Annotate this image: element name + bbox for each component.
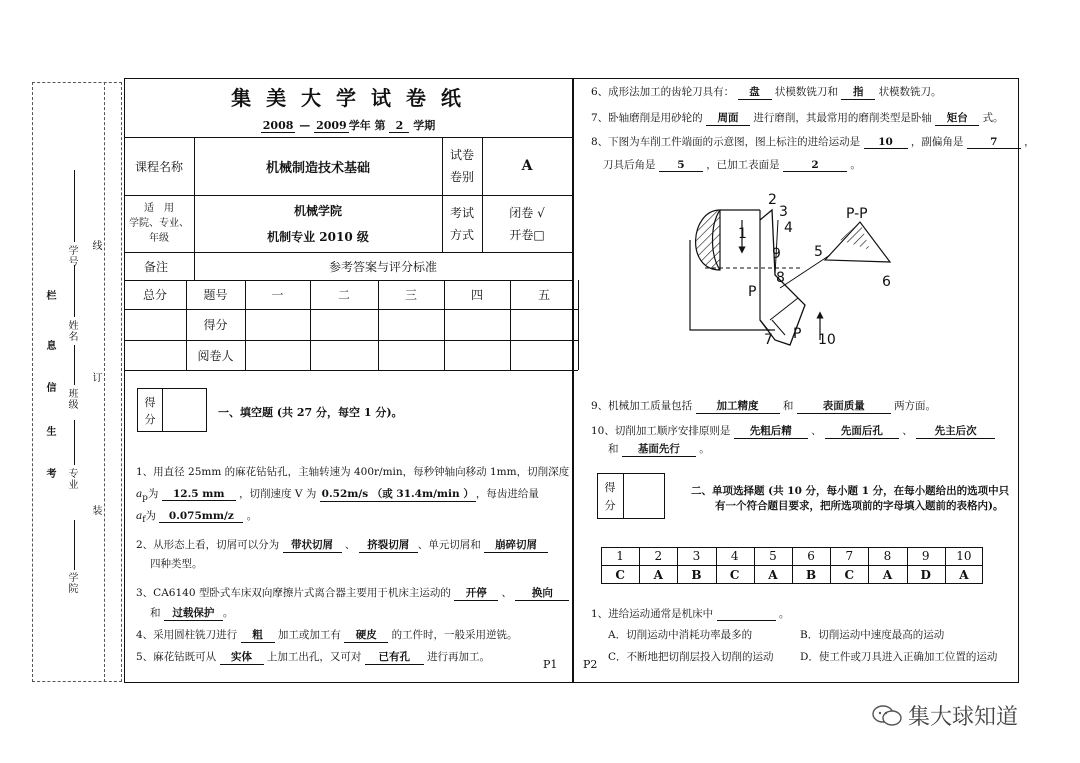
q3-end: 。 bbox=[222, 607, 234, 619]
q4-answer1: 粗 bbox=[241, 627, 275, 643]
q10-answer4: 基面先行 bbox=[622, 441, 696, 457]
q8-line1 bbox=[591, 134, 1035, 149]
watermark bbox=[872, 700, 1018, 731]
q3-text-a: 3、CA6140 型卧式车床双向摩擦片式离合器主要用于机床主运动的 bbox=[136, 587, 451, 599]
q9-text-c: 两方面。 bbox=[894, 400, 937, 412]
q1-f-lead: ，每齿进给量 bbox=[475, 488, 539, 500]
q2-sep1: 、 bbox=[344, 539, 356, 551]
answer-number: 8 bbox=[883, 549, 892, 563]
answer-number: 7 bbox=[845, 549, 854, 563]
field-line bbox=[74, 420, 75, 465]
year-dash: — bbox=[299, 119, 311, 132]
field-line bbox=[74, 345, 75, 385]
fig-label-5: 5 bbox=[814, 244, 823, 260]
q6-answer2: 指 bbox=[841, 84, 875, 100]
field-label-id: 学号 bbox=[66, 245, 77, 267]
q1-ap-answer: 12.5 mm bbox=[162, 488, 236, 501]
q10-sep2: 、 bbox=[902, 425, 913, 437]
answer-number: 10 bbox=[956, 549, 972, 563]
q7-text-c: 式。 bbox=[982, 112, 1004, 124]
q1-line2 bbox=[136, 486, 539, 503]
score-box-label bbox=[140, 394, 160, 428]
mc1-option-a: A．切削运动中消耗功率最多的 bbox=[608, 629, 753, 641]
q9-line bbox=[591, 398, 936, 414]
question-label: 题号 bbox=[203, 288, 228, 302]
college: 机械学院 bbox=[293, 203, 342, 218]
mc1-option-b: B．切削运动中速度最高的运动 bbox=[800, 629, 945, 641]
score-row-label: 得分 bbox=[203, 318, 228, 332]
term-suffix: 学期 bbox=[413, 119, 436, 132]
q7-text-b: 进行磨削，其最常用的磨削类型是卧轴 bbox=[753, 112, 932, 124]
score-col: 一 bbox=[271, 288, 284, 302]
bind-mark-zhuang: 装 bbox=[90, 505, 101, 516]
s2-score-label-2: 分 bbox=[604, 499, 616, 512]
q1-af-answer: 0.075mm/z bbox=[159, 510, 243, 523]
q1-end: 。 bbox=[246, 510, 258, 522]
score-col: 五 bbox=[537, 288, 550, 302]
q2-answer1: 带状切屑 bbox=[283, 537, 342, 553]
q3-answer1: 开停 bbox=[454, 585, 498, 601]
chat-bubble-icon bbox=[872, 704, 902, 728]
q3-text-b: 和 bbox=[150, 607, 161, 619]
q2-answer2: 挤裂切屑 bbox=[359, 537, 418, 553]
score-col: 四 bbox=[470, 288, 483, 302]
q10-text-a: 10、切削加工顺序安排原则是 bbox=[591, 425, 731, 437]
remark-text: 参考答案与评分标准 bbox=[328, 259, 437, 274]
q10-line2 bbox=[608, 441, 710, 457]
q6-line bbox=[591, 84, 942, 100]
q7-line bbox=[591, 110, 1004, 126]
section2-heading-1: 二、单项选择题 (共 10 分，每小题 1 分，在每小题给出的选项中只 bbox=[691, 485, 1010, 497]
mc1-question bbox=[591, 606, 789, 621]
answer-value: C bbox=[729, 567, 740, 582]
q7-answer2: 矩台 bbox=[935, 110, 979, 126]
page-number-p1: P1 bbox=[543, 658, 558, 671]
field-line bbox=[74, 520, 75, 570]
answer-value: C bbox=[615, 567, 625, 582]
answer-value: A bbox=[882, 567, 893, 582]
q7-answer1: 周面 bbox=[706, 110, 750, 126]
table-line bbox=[124, 370, 578, 371]
student-info-char: 栏 bbox=[44, 290, 55, 301]
closed-book-checkbox: 闭卷 √ bbox=[509, 205, 545, 220]
fig-label-p-bottom: P bbox=[793, 326, 802, 342]
q3-answer3: 过载保护 bbox=[164, 605, 223, 621]
student-info-char: 生 bbox=[44, 426, 55, 437]
q8-text-a: 8、下图为车削工件端面的示意图，图上标注的进给运动是 bbox=[591, 136, 861, 148]
term-number: 2 bbox=[389, 119, 409, 133]
student-info-char: 考 bbox=[44, 468, 55, 479]
fig-label-3: 3 bbox=[779, 204, 788, 220]
answer-number: 2 bbox=[654, 549, 663, 563]
student-info-char: 信 bbox=[44, 382, 55, 393]
q2-text-a: 2、从形态上看，切屑可以分为 bbox=[136, 539, 280, 551]
answer-number: 9 bbox=[921, 549, 930, 563]
section1-heading: 一、填空题 (共 27 分，每空 1 分)。 bbox=[218, 406, 403, 419]
binding-divider bbox=[104, 82, 105, 682]
answer-number: 1 bbox=[616, 549, 624, 563]
student-info-char: 息 bbox=[44, 340, 55, 351]
answer-value: B bbox=[806, 567, 817, 582]
paper-label bbox=[442, 137, 482, 195]
mc1-option-c: C．不断地把切削层投入切削的运动 bbox=[608, 651, 774, 663]
answer-number: 5 bbox=[769, 549, 777, 563]
field-label-college: 学院 bbox=[66, 572, 77, 594]
bind-mark-ding: 订 bbox=[90, 372, 101, 383]
q5-text-b: 上加工出孔，又可对 bbox=[266, 651, 362, 663]
q8-text-c: ， bbox=[1024, 136, 1035, 148]
q5-answer1: 实体 bbox=[220, 649, 264, 665]
q2-answer3: 崩碎切屑 bbox=[484, 537, 548, 553]
answer-value: A bbox=[653, 567, 663, 582]
field-label-name: 姓名 bbox=[66, 320, 77, 342]
q10-text-b: 和 bbox=[608, 443, 619, 455]
score-box-divider bbox=[623, 473, 624, 519]
q6-text-b: 状模数铣刀和 bbox=[774, 86, 838, 98]
q5-line bbox=[136, 649, 490, 665]
fig-label-7: 7 bbox=[764, 332, 773, 348]
q1-wei: 为 bbox=[147, 488, 159, 500]
q8-answer2: 7 bbox=[967, 136, 1021, 149]
q1-ap-symbol: a bbox=[136, 488, 143, 500]
q4-text-c: 的工件时，一般采用逆铣。 bbox=[391, 629, 518, 641]
q3-line2 bbox=[150, 605, 233, 621]
exam-label-2: 方式 bbox=[449, 227, 474, 242]
q1-ap-sub: p bbox=[142, 493, 148, 504]
mc1-option-d: D．使工件或刀具进入正确加工位置的运动 bbox=[800, 651, 998, 663]
q1-line1: 1、用直径 25mm 的麻花钻钻孔，主轴转速为 400r/min，每秒钟轴向移动 1mm，切削深度 bbox=[136, 466, 570, 478]
remark-label: 备注 bbox=[144, 259, 169, 274]
paper-label-2: 卷别 bbox=[449, 170, 474, 184]
field-line bbox=[74, 265, 75, 317]
exam-label-1: 考试 bbox=[449, 205, 474, 220]
year-suffix: 学年 bbox=[348, 119, 371, 132]
q8-answer4: 2 bbox=[783, 159, 847, 172]
exam-mode-label bbox=[442, 195, 482, 252]
college-major bbox=[194, 195, 442, 252]
q8-text-d: 刀具后角是 bbox=[603, 159, 656, 171]
fig-label-section: P-P bbox=[846, 206, 868, 222]
fig-label-p-left: P bbox=[748, 284, 757, 300]
course-name: 机械制造技术基础 bbox=[265, 160, 370, 176]
q1-af-symbol: a bbox=[136, 510, 143, 522]
q9-answer1: 加工精度 bbox=[696, 398, 780, 414]
fig-label-1: 1 bbox=[738, 226, 747, 242]
total-label: 总分 bbox=[142, 288, 167, 302]
apply-label-2: 学院、专业、 bbox=[129, 218, 189, 229]
paper-label-1: 试卷 bbox=[449, 148, 474, 162]
grader-row-label: 阅卷人 bbox=[197, 348, 234, 363]
score-label-1: 得 bbox=[144, 396, 156, 409]
q2-sep2: 、单元切屑和 bbox=[417, 539, 481, 551]
apply-label bbox=[124, 195, 194, 252]
score-col: 二 bbox=[337, 288, 350, 302]
score-label-2: 分 bbox=[144, 413, 156, 426]
score-box-divider bbox=[162, 388, 163, 432]
q4-line bbox=[136, 627, 518, 643]
answer-number: 6 bbox=[807, 549, 815, 563]
section2-heading-2: 有一个符合题目要求，把所选项前的字母填入题前的表格内)。 bbox=[715, 500, 1004, 512]
q8-answer1: 10 bbox=[864, 136, 908, 149]
q8-text-e: ，已加工表面是 bbox=[706, 159, 780, 171]
q2-line2: 四种类型。 bbox=[150, 558, 203, 570]
q9-text-a: 9、机械加工质量包括 bbox=[591, 400, 693, 412]
q10-answer3: 先主后次 bbox=[916, 423, 995, 439]
fig-label-2: 2 bbox=[768, 192, 777, 208]
field-label-major: 专业 bbox=[66, 468, 77, 490]
major: 机制专业 2010 级 bbox=[267, 229, 369, 244]
q2-line1 bbox=[136, 537, 548, 553]
q4-text-a: 4、采用圆柱铣刀进行 bbox=[136, 629, 238, 641]
fig-label-10: 10 bbox=[818, 332, 836, 348]
score-col: 三 bbox=[404, 288, 417, 302]
q3-sep: 、 bbox=[501, 587, 513, 599]
q10-line1 bbox=[591, 423, 995, 439]
q6-text-c: 状模数铣刀。 bbox=[878, 86, 942, 98]
q4-text-b: 加工或加工有 bbox=[277, 629, 341, 641]
field-label-class: 班级 bbox=[66, 388, 77, 410]
q1-line3 bbox=[136, 508, 257, 525]
fig-label-4: 4 bbox=[784, 220, 793, 236]
answer-value: B bbox=[691, 567, 702, 582]
q9-answer2: 表面质量 bbox=[797, 398, 891, 414]
q1-v-answer: 0.52m/s （或 31.4m/min ） bbox=[321, 488, 474, 500]
page-divider bbox=[572, 78, 574, 683]
year-start: 2008 bbox=[262, 119, 294, 132]
q10-sep1: 、 bbox=[811, 425, 822, 437]
answer-value: C bbox=[844, 567, 855, 582]
paper-type: A bbox=[521, 158, 533, 174]
q4-answer2: 硬皮 bbox=[344, 627, 388, 643]
q3-answer2: 换向 bbox=[515, 585, 569, 601]
q10-answer2: 先面后孔 bbox=[825, 423, 899, 439]
exam-title: 集 美 大 学 试 卷 纸 bbox=[231, 86, 465, 110]
mc1-question-end: 。 bbox=[778, 608, 790, 620]
section2-score-label bbox=[600, 479, 620, 515]
watermark-text: 集大球知道 bbox=[908, 705, 1019, 730]
q8-text-b: ，副偏角是 bbox=[910, 136, 964, 148]
s2-score-label-1: 得 bbox=[604, 481, 616, 494]
mc1-blank bbox=[717, 608, 776, 621]
q9-text-b: 和 bbox=[782, 400, 794, 412]
answer-value: D bbox=[920, 567, 931, 582]
year-end: 2009 bbox=[316, 119, 347, 132]
q7-text-a: 7、卧轴磨削是用砂轮的 bbox=[591, 112, 703, 124]
exam-mode bbox=[482, 195, 572, 252]
answer-value: A bbox=[768, 567, 778, 582]
q8-text-f: 。 bbox=[850, 159, 861, 171]
answer-number: 3 bbox=[692, 549, 701, 563]
q10-answer1: 先粗后精 bbox=[734, 423, 808, 439]
q1-af-sub: f bbox=[142, 515, 146, 526]
q3-line1 bbox=[136, 585, 569, 601]
q1-v-text: ，切削速度 V 为 bbox=[239, 488, 317, 500]
fig-label-8: 8 bbox=[776, 270, 785, 286]
apply-label-3: 年级 bbox=[149, 233, 169, 244]
q1-wei-2: 为 bbox=[145, 510, 157, 522]
term-prefix: 第 bbox=[374, 119, 386, 132]
q5-text-a: 5、麻花钻既可从 bbox=[136, 651, 217, 663]
course-label: 课程名称 bbox=[134, 159, 183, 174]
page-number-p2: P2 bbox=[583, 658, 598, 671]
q5-answer2: 已有孔 bbox=[365, 649, 424, 665]
answer-number: 4 bbox=[730, 549, 739, 563]
q6-text-a: 6、成形法加工的齿轮刀具有： bbox=[591, 86, 735, 98]
fig-label-9: 9 bbox=[772, 246, 781, 262]
q5-text-c: 进行再加工。 bbox=[427, 651, 491, 663]
fig-label-6: 6 bbox=[882, 274, 891, 290]
section2-heading bbox=[691, 484, 1009, 514]
q10-end: 。 bbox=[699, 443, 710, 455]
answer-value: A bbox=[959, 567, 969, 582]
apply-label-1: 适 用 bbox=[144, 203, 174, 214]
field-line bbox=[74, 170, 75, 242]
bind-mark-xian: 线 bbox=[90, 240, 101, 251]
academic-year bbox=[124, 117, 572, 133]
table-line bbox=[578, 280, 579, 370]
open-book-checkbox: 开卷□ bbox=[509, 227, 545, 242]
mc1-question-text: 1、进给运动通常是机床中 bbox=[591, 608, 714, 620]
q6-answer1: 盘 bbox=[738, 84, 772, 100]
q8-line2 bbox=[603, 157, 861, 172]
q8-answer3: 5 bbox=[659, 159, 703, 172]
